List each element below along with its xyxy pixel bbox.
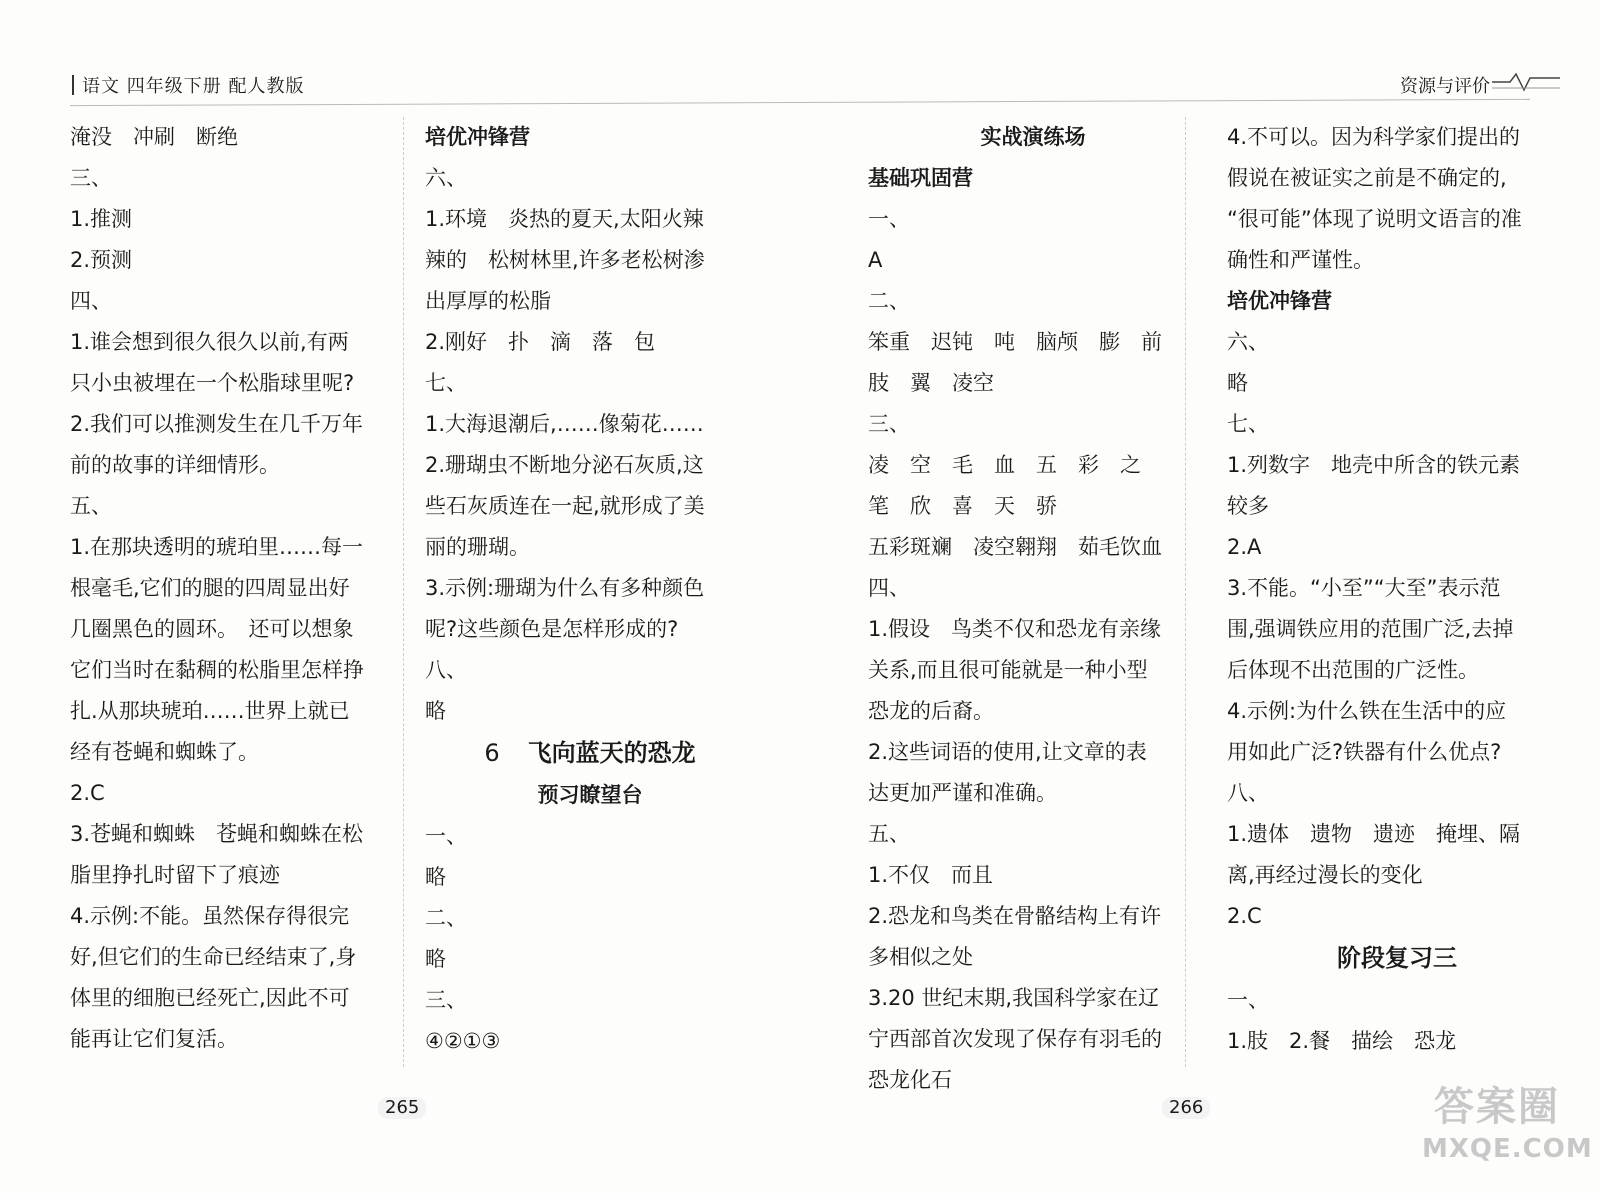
watermark-logo [1422, 1082, 1593, 1182]
answer-line: 1.遗体 遗物 遗迹 掩埋、隔 [1227, 822, 1521, 846]
answer-line: 1.在那块透明的琥珀里……每一 [70, 535, 364, 559]
answer-line: “很可能”体现了说明文语言的准 [1227, 207, 1522, 231]
page-number-left: 265 [378, 1097, 426, 1119]
answer-line: 一、 [425, 824, 467, 848]
answer-line: 1.肢 2.餐 描绘 恐龙 [1227, 1029, 1457, 1053]
answer-line: 体里的细胞已经死亡,因此不可 [70, 986, 350, 1010]
section-subtitle: 预习瞭望台 [537, 783, 643, 807]
answer-line: 宁西部首次发现了保存有羽毛的 [868, 1027, 1162, 1051]
answer-line: 略 [425, 699, 446, 723]
answer-line: 2.珊瑚虫不断地分泌石灰质,这 [425, 453, 704, 477]
answer-line: A [868, 248, 883, 272]
watermark-text: 答案圈 [1434, 1084, 1560, 1130]
answer-line: 4.不可以。因为科学家们提出的 [1227, 125, 1521, 149]
answer-line: 它们当时在黏稠的松脂里怎样挣 [70, 658, 364, 682]
answer-line: 四、 [70, 289, 112, 313]
answer-line: 1.列数字 地壳中所含的铁元素 [1227, 453, 1521, 477]
header-ornament-icon [1490, 68, 1562, 96]
running-header-left: 语文 四年级下册 配人教版 [72, 72, 304, 98]
answer-line: 七、 [1227, 412, 1269, 436]
answer-line: 脂里挣扎时留下了痕迹 [70, 863, 280, 887]
answer-line: 3.苍蝇和蜘蛛 苍蝇和蜘蛛在松 [70, 822, 364, 846]
answer-line: 淹没 冲刷 断绝 [70, 125, 238, 149]
answer-line: 2.刚好 扑 滴 落 包 [425, 330, 656, 354]
watermark-url: MXQE.COM [1422, 1134, 1593, 1164]
answer-line: 能再让它们复活。 [70, 1027, 238, 1051]
answer-line: 三、 [425, 988, 467, 1012]
section-subtitle: 实战演练场 [980, 125, 1086, 149]
answer-line: 几圈黑色的圆环。 还可以想象 [70, 617, 354, 641]
answer-line: 八、 [1227, 781, 1269, 805]
answer-column-1 [70, 117, 400, 1060]
answer-line: 假说在被证实之前是不确定的, [1227, 166, 1507, 190]
answer-line: 2.我们可以推测发生在几千万年 [70, 412, 364, 436]
answer-line: 四、 [868, 576, 910, 600]
answer-line: 呢?这些颜色是怎样形成的? [425, 617, 679, 641]
subsection-heading: 基础巩固营 [868, 166, 973, 190]
answer-line: 二、 [868, 289, 910, 313]
answer-line: 1.不仅 而且 [868, 863, 994, 887]
answer-line: 略 [1227, 371, 1248, 395]
answer-line: 五、 [868, 822, 910, 846]
answer-line: 2.恐龙和鸟类在骨骼结构上有许 [868, 904, 1162, 928]
answer-line: 1.大海退潮后,……像菊花…… [425, 412, 704, 436]
answer-line: 五、 [70, 494, 112, 518]
answer-line: 4.示例:不能。虽然保存得很完 [70, 904, 350, 928]
answer-line: 1.环境 炎热的夏天,太阳火辣 [425, 207, 704, 231]
answer-line: 后体现不出范围的广泛性。 [1227, 658, 1479, 682]
answer-line: 根毫毛,它们的腿的四周显出好 [70, 576, 350, 600]
answer-line: 离,再经过漫长的变化 [1227, 863, 1423, 887]
section-title: 飞向蓝天的恐龙 [527, 739, 696, 767]
answer-line: 辣的 松树林里,许多老松树渗 [425, 248, 705, 272]
answer-line: 六、 [425, 166, 467, 190]
answer-line: 八、 [425, 658, 467, 682]
answer-line: 六、 [1227, 330, 1269, 354]
answer-line: 七、 [425, 371, 467, 395]
answer-line: 4.示例:为什么铁在生活中的应 [1227, 699, 1507, 723]
lesson-number: 6 [484, 739, 500, 767]
answer-line: 3.示例:珊瑚为什么有多种颜色 [425, 576, 705, 600]
answer-line: 好,但它们的生命已经结束了,身 [70, 945, 357, 969]
answer-line: 肢 翼 凌空 [868, 371, 994, 395]
answer-line: 较多 [1227, 494, 1269, 518]
answer-line: 略 [425, 947, 446, 971]
answer-line: 笨重 迟钝 吨 脑颅 膨 前 [868, 330, 1162, 354]
section-title: 阶段复习三 [1337, 944, 1457, 972]
section-heading [425, 732, 755, 775]
answer-line: 确性和严谨性。 [1227, 248, 1374, 272]
answer-line: 多相似之处 [868, 945, 973, 969]
answer-line: 2.C [70, 781, 105, 805]
answer-line: 恐龙化石 [868, 1068, 952, 1092]
answer-line: 略 [425, 865, 446, 889]
answer-line: 2.这些词语的使用,让文章的表 [868, 740, 1147, 764]
answer-line: 扎.从那块琥珀……世界上就已 [70, 699, 350, 723]
answer-line: 二、 [425, 906, 467, 930]
column-divider [403, 117, 404, 1067]
subsection-heading: 培优冲锋营 [1227, 289, 1332, 313]
answer-line: 关系,而且很可能就是一种小型 [868, 658, 1148, 682]
answer-line: 前的故事的详细情形。 [70, 453, 280, 477]
answer-line: 1.假设 鸟类不仅和恐龙有亲缘 [868, 617, 1162, 641]
answer-line: 三、 [70, 166, 112, 190]
answer-column-2 [425, 117, 755, 1062]
subsection-heading: 培优冲锋营 [425, 125, 530, 149]
page-number-right: 266 [1162, 1097, 1210, 1119]
answer-column-4 [1227, 117, 1567, 1062]
answer-line: 丽的珊瑚。 [425, 535, 530, 559]
answer-line: 达更加严谨和准确。 [868, 781, 1057, 805]
answer-line: 三、 [868, 412, 910, 436]
answer-line: 一、 [1227, 988, 1269, 1012]
answer-line: 五彩斑斓 凌空翱翔 茹毛饮血 [868, 535, 1162, 559]
answer-line: 笔 欣 喜 天 骄 [868, 494, 1057, 518]
running-header-right: 资源与评价 [1400, 76, 1490, 97]
answer-line: 3.不能。“小至”“大至”表示范 [1227, 576, 1501, 600]
answer-line: 2.A [1227, 535, 1262, 559]
answer-line: 2.预测 [70, 248, 133, 272]
answer-line: 经有苍蝇和蜘蛛了。 [70, 740, 259, 764]
answer-line: 1.谁会想到很久很久以前,有两 [70, 330, 349, 354]
answer-line: 只小虫被埋在一个松脂球里呢? [70, 371, 355, 395]
answer-line: ④②①③ [425, 1029, 501, 1053]
answer-line: 1.推测 [70, 207, 133, 231]
answer-line: 凌 空 毛 血 五 彩 之 [868, 453, 1141, 477]
answer-column-3 [868, 117, 1198, 1101]
section-heading [1227, 937, 1567, 980]
answer-line: 一、 [868, 207, 910, 231]
answer-line: 些石灰质连在一起,就形成了美 [425, 494, 705, 518]
answer-line: 出厚厚的松脂 [425, 289, 551, 313]
answer-line: 恐龙的后裔。 [868, 699, 994, 723]
answer-line: 3.20 世纪末期,我国科学家在辽 [868, 986, 1160, 1010]
answer-line: 用如此广泛?铁器有什么优点? [1227, 740, 1502, 764]
answer-line: 围,强调铁应用的范围广泛,去掉 [1227, 617, 1514, 641]
answer-line: 2.C [1227, 904, 1262, 928]
header-rule [70, 99, 1530, 106]
